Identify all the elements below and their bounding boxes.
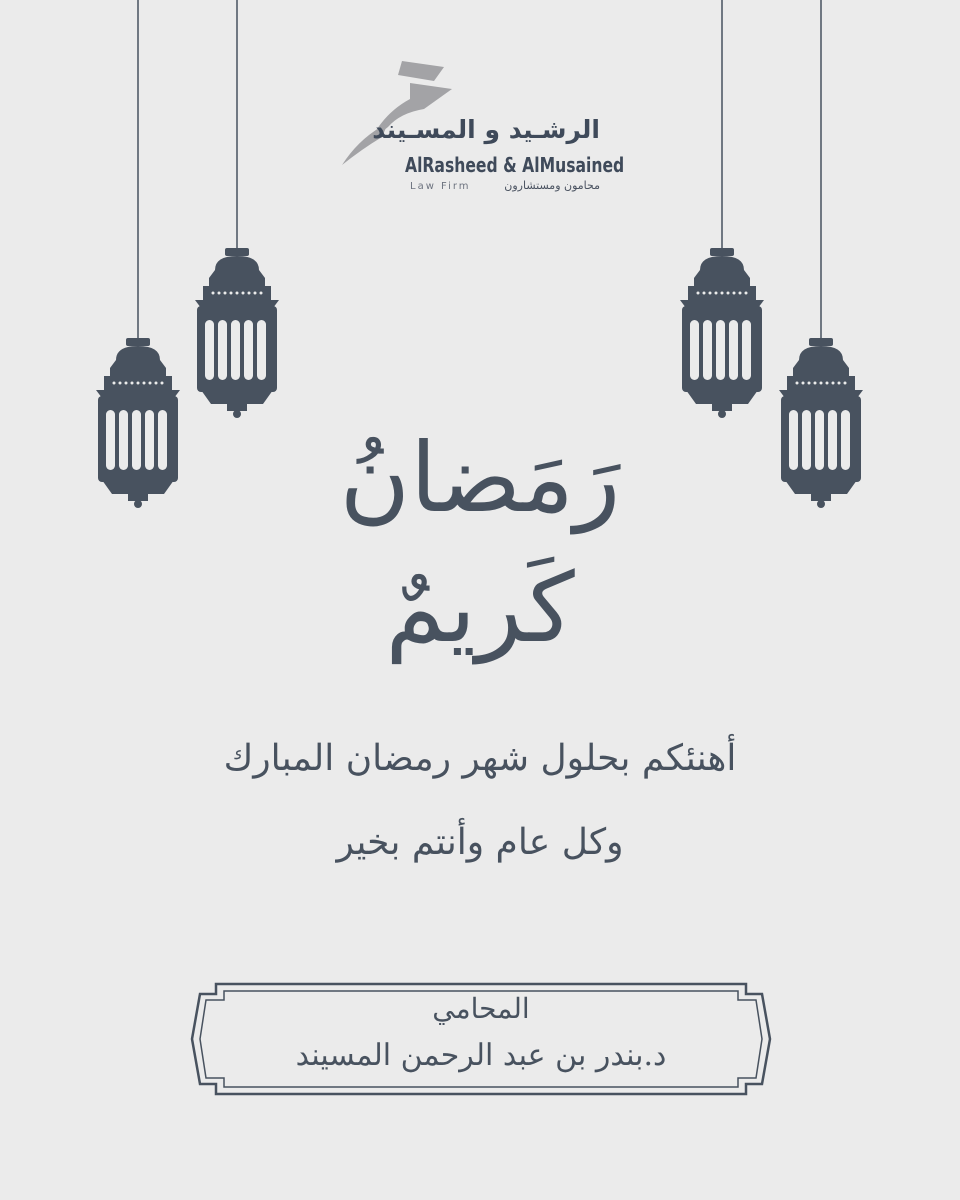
logo-english-name: AlRasheed & AlMusained: [405, 153, 625, 177]
logo-arabic-name: الرشـيد و المسـيند: [372, 115, 600, 144]
lantern-icon-right-inner: [680, 248, 764, 418]
firm-logo: [340, 55, 630, 205]
signature-name: د.بندر بن عبد الرحمن المسيند: [295, 1038, 667, 1073]
greeting-title-line1: رَمَضانُ: [339, 422, 621, 534]
signature-frame: [186, 978, 776, 1100]
greeting-message-line1: أهنئكم بحلول شهر رمضان المبارك: [223, 738, 737, 779]
lantern-icon-left-inner: [195, 248, 279, 418]
greeting-title-line2: كَريمٌ: [385, 552, 575, 664]
logo-tagline-en: Law Firm: [410, 181, 471, 192]
greeting-message-line2: وكل عام وأنتم بخير: [336, 822, 624, 863]
logo-tagline-ar: محامون ومستشارون: [504, 179, 600, 192]
signature-role: المحامي: [432, 992, 530, 1025]
